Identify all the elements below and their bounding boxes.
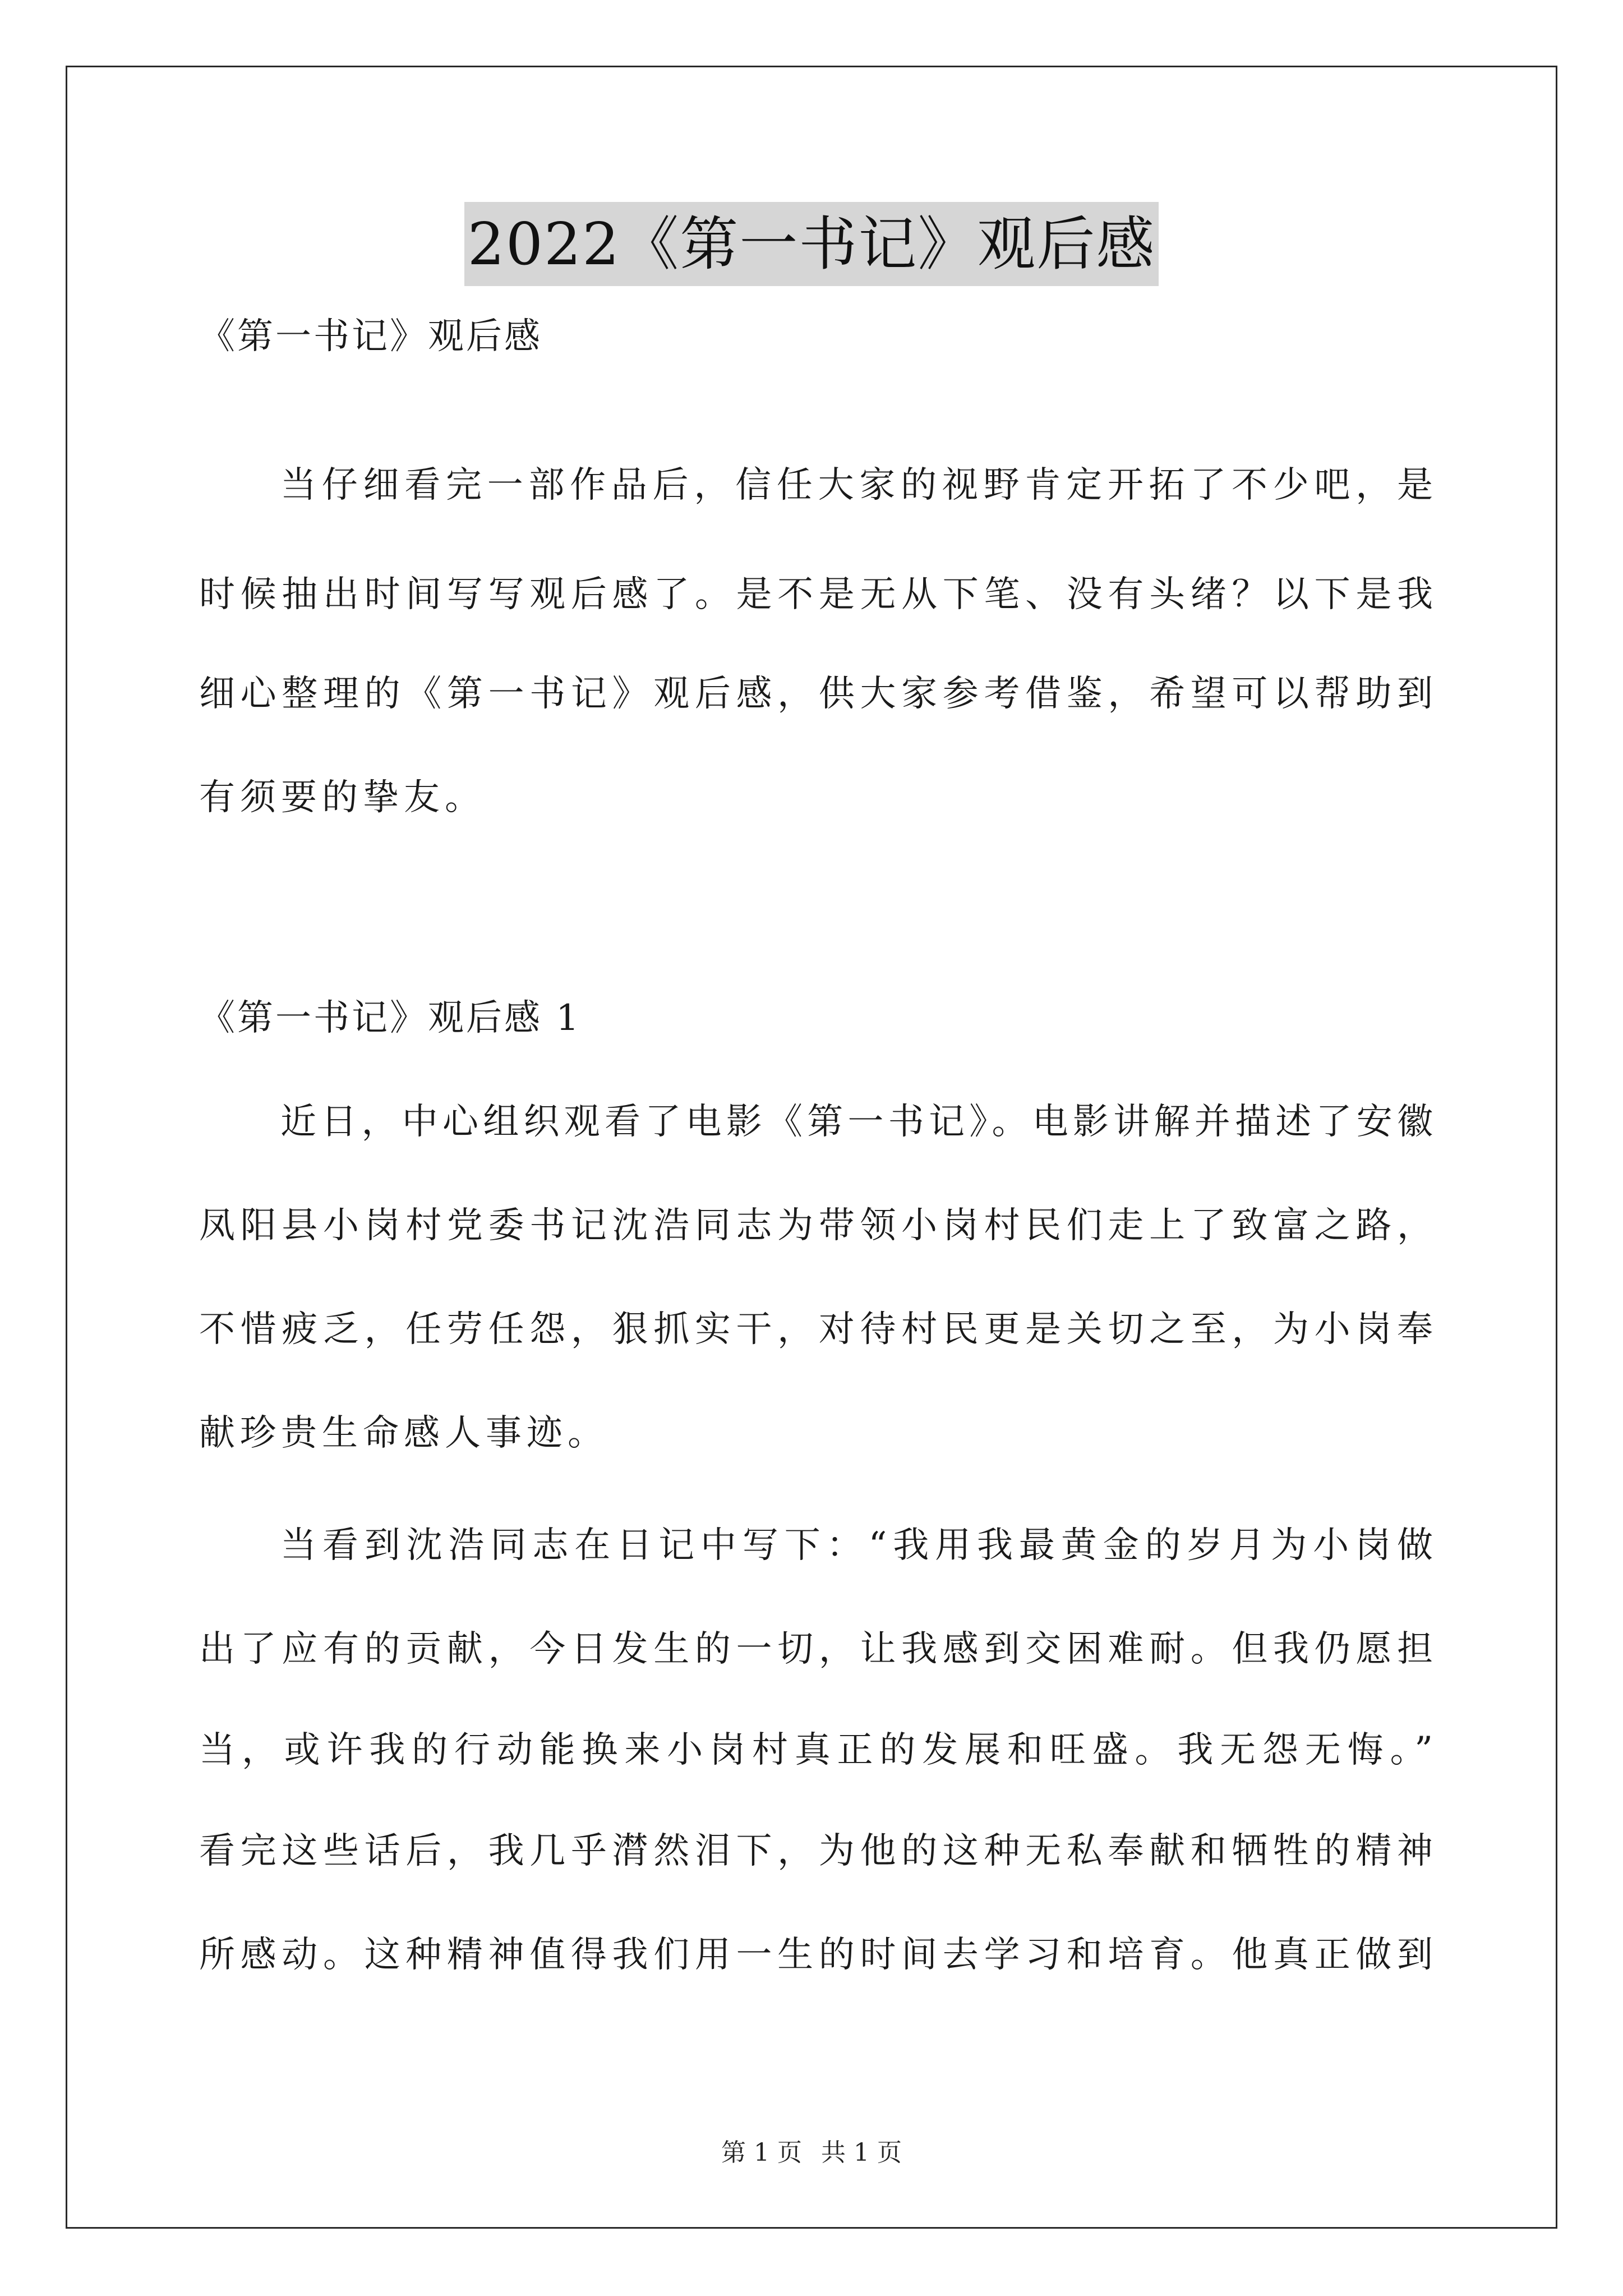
page-footer bbox=[0, 2136, 1623, 2170]
paragraph-line: 献珍贵生命感人事迹。 bbox=[199, 1412, 608, 1454]
paragraph-line: 当看到沈浩同志在日记中写下：“我用我最黄金的岁月为小岗做 bbox=[280, 1525, 1433, 1566]
page-total: 共 1 页 bbox=[821, 2138, 902, 2167]
paragraph-line: 当，或许我的行动能换来小岗村真正的发展和旺盛。我无怨无悔。” bbox=[199, 1729, 1433, 1771]
paragraph-line: 出了应有的贡献，今日发生的一切，让我感到交困难耐。但我仍愿担 bbox=[199, 1628, 1433, 1670]
section-heading: 《第一书记》观后感 1 bbox=[199, 997, 582, 1039]
paragraph-line: 看完这些话后，我几乎潸然泪下，为他的这种无私奉献和牺牲的精神 bbox=[199, 1830, 1433, 1872]
paragraph-line: 当仔细看完一部作品后，信任大家的视野肯定开拓了不少吧，是 bbox=[280, 464, 1433, 506]
paragraph-line: 有须要的挚友。 bbox=[199, 777, 486, 818]
paragraph-line: 时候抽出时间写写观后感了。是不是无从下笔、没有头绪？以下是我 bbox=[199, 574, 1433, 615]
paragraph-line: 细心整理的《第一书记》观后感，供大家参考借鉴，希望可以帮助到 bbox=[199, 673, 1433, 715]
paragraph-line: 不惜疲乏，任劳任怨，狠抓实干，对待村民更是关切之至，为小岗奉 bbox=[199, 1309, 1433, 1350]
page-number: 第 1 页 bbox=[721, 2138, 802, 2167]
paragraph-line: 近日，中心组织观看了电影《第一书记》。电影讲解并描述了安徽 bbox=[280, 1101, 1433, 1143]
paragraph-line: 所感动。这种精神值得我们用一生的时间去学习和培育。他真正做到 bbox=[199, 1934, 1433, 1976]
paragraph-line: 凤阳县小岗村党委书记沈浩同志为带领小岗村民们走上了致富之路， bbox=[199, 1205, 1433, 1246]
title-container bbox=[0, 202, 1623, 286]
document-title: 2022《第一书记》观后感 bbox=[464, 202, 1159, 286]
section-heading: 《第一书记》观后感 bbox=[199, 316, 542, 357]
page-border bbox=[66, 66, 1557, 2229]
